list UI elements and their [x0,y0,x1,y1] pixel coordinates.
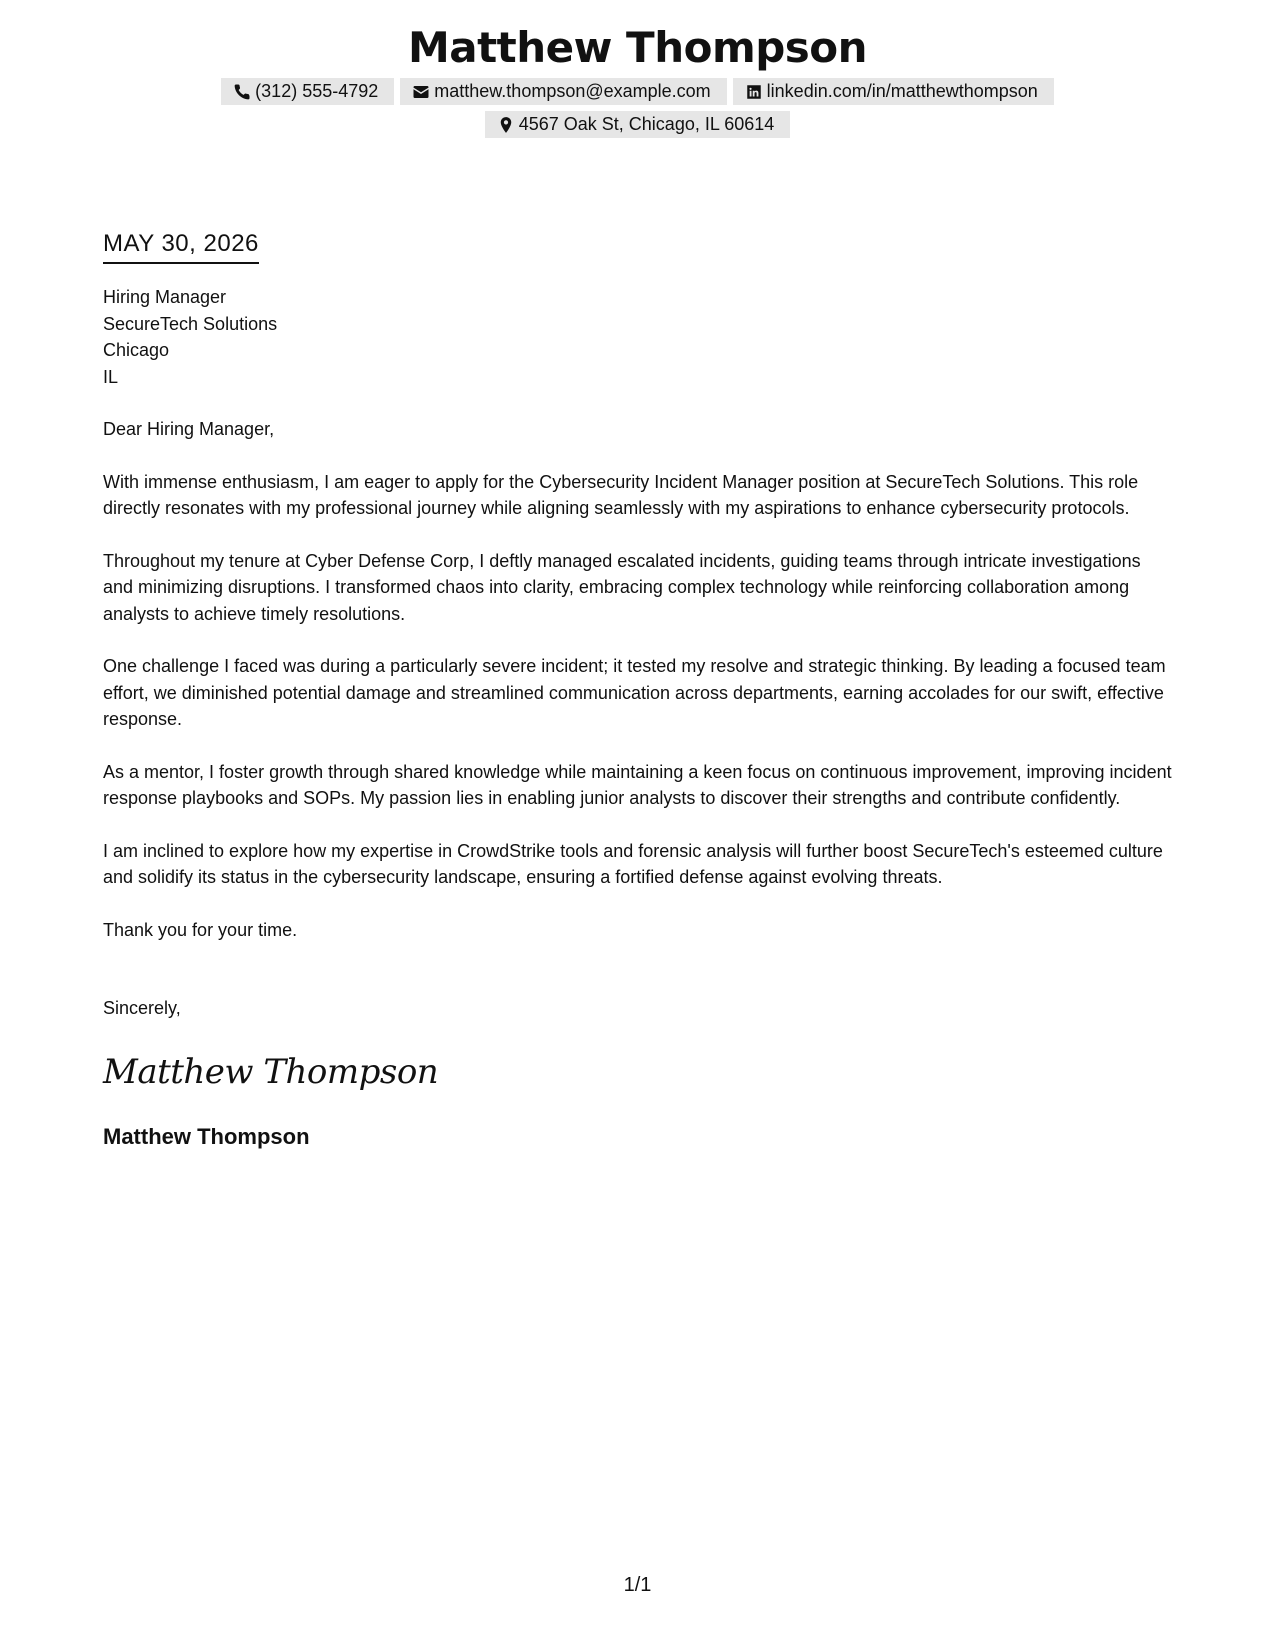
signer-name: Matthew Thompson [103,1123,310,1149]
phone-text: (312) 555-4792 [255,81,379,101]
recipient-title: Hiring Manager [103,287,227,307]
greeting: Dear Hiring Manager, [103,419,275,439]
address-chip [485,111,791,138]
body-paragraph: With immense enthusiasm, I am eager to apply for the Cybersecurity Incident Manager position at SecureTech Solutions. This role directly resonates with my professional journey while aligning seamlessly with my aspirations to enhance cybersecurity protocols. [103,471,1139,518]
contact-row [0,78,1275,105]
closing: Sincerely, [103,998,181,1018]
letter-body [103,228,1175,1152]
phone-chip [221,78,394,105]
recipient-city: Chicago [103,340,170,360]
email-chip[interactable] [400,78,726,105]
letter-header [0,22,1275,138]
email-text[interactable]: matthew.thompson@example.com [434,81,711,101]
recipient-block [103,284,1175,390]
recipient-state: IL [103,366,119,387]
linkedin-chip[interactable] [733,78,1054,105]
letter-date: MAY 30, 2026 [103,228,259,264]
body-paragraph: As a mentor, I foster growth through shared knowledge while maintaining a keen focus on continuous improvement, improving incident response playbooks and SOPs. My passion lies in enabling junior analysts to discover their strengths and contribute confidently. [103,761,1172,808]
linkedin-icon [745,83,767,101]
linkedin-text[interactable]: linkedin.com/in/matthewthompson [766,81,1038,101]
body-paragraph: Thank you for your time. [103,919,298,940]
page-number: 1/1 [623,1574,652,1596]
address-text: 4567 Oak St, Chicago, IL 60614 [518,114,775,134]
envelope-icon [412,83,434,101]
map-pin-icon [497,116,519,134]
signature: Matthew Thompson [103,1051,439,1092]
body-paragraph: I am inclined to explore how my expertise in CrowdStrike tools and forensic analysis will further boost SecureTech's esteemed culture and solidify its status in the cybersecurity landscape, ensuring a fortified defense against evolving threats. [103,840,1163,887]
address-row [0,111,1275,138]
sender-name: Matthew Thompson [407,23,868,72]
body-paragraph: One challenge I faced was during a particularly severe incident; it tested my resolve and strategic thinking. By leading a focused team effort, we diminished potential damage and streamlined communication across departments, earning accolades for our swift, effective response. [103,656,1166,729]
phone-icon [233,83,255,101]
recipient-company: SecureTech Solutions [103,313,278,334]
body-paragraph: Throughout my tenure at Cyber Defense Corp, I deftly managed escalated incidents, guiding teams through intricate investigations and minimizing disruptions. I transformed chaos into clarity, embracing complex technology while reinforcing collaboration among analysts to achieve timely resolutions. [103,550,1141,624]
